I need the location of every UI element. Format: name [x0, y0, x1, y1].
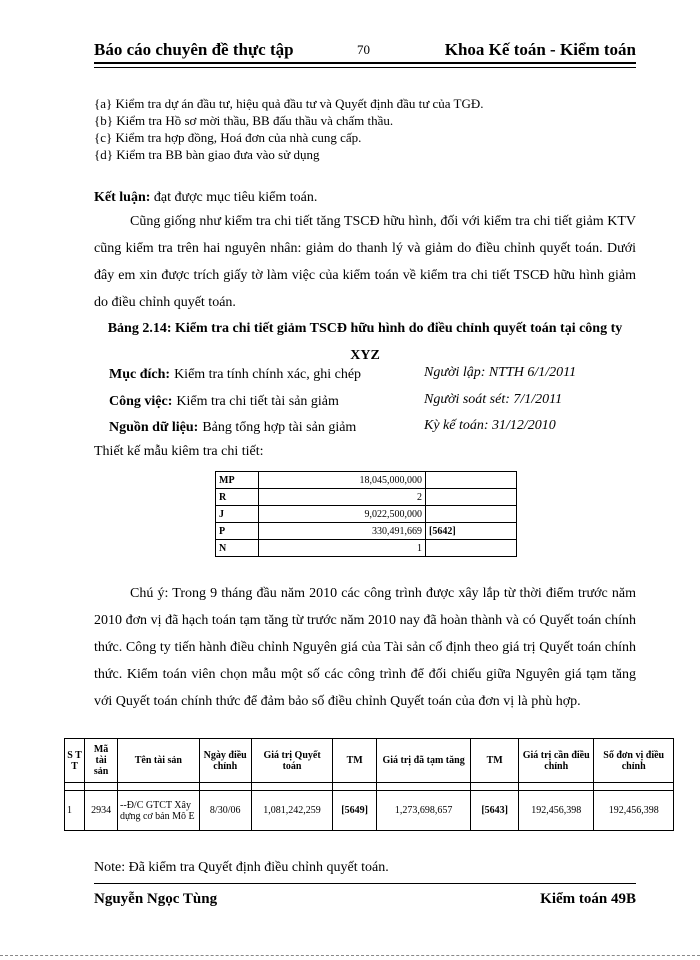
check-c: {c} Kiểm tra hợp đồng, Hoá đơn của nhà cung cấp. [94, 130, 362, 145]
sample-value: 330,491,669 [259, 523, 426, 540]
table-row [216, 523, 517, 540]
col-provisional-value: Giá trị đã tạm tăng [376, 739, 470, 783]
col-required-adjust: Giá trị cần điều chỉnh [519, 739, 594, 783]
col-asset-name: Tên tài sản [118, 739, 200, 783]
sample-ref [426, 489, 517, 506]
conclusion-label: Kết luận: [94, 190, 151, 205]
cell-tm-2: [5643] [471, 791, 519, 831]
sample-value: 1 [259, 540, 426, 557]
sample-ref [426, 506, 517, 523]
prepared-by: Người lập: NTTH 6/1/2011 [424, 365, 577, 380]
cell-final-value: 1,081,242,259 [251, 791, 333, 831]
asset-table [64, 738, 674, 831]
purpose-label: Mục đích: [109, 367, 171, 382]
table-title: Bảng 2.14: Kiểm tra chi tiết giảm TSCĐ hữu hình do điều chỉnh quyết toán tại công ty XYZ [107, 321, 623, 363]
cell-asset-name: --Đ/C GTCT Xây dựng cơ bản Mô E [118, 791, 200, 831]
cell-asset-code: 2934 [85, 791, 118, 831]
accounting-period: Kỳ kế toán: 31/12/2010 [424, 418, 556, 433]
work-value: Kiểm tra chi tiết tài sản giảm [176, 394, 339, 409]
intro-paragraph: Cũng giống như kiểm tra chi tiết tăng TSCĐ hữu hình, đối với kiểm tra chi tiết giảm KTV cũng kiểm tra trên hai nguyên nhân: giảm do thanh lý và giảm do điều chỉnh quyết toán. Dưới đây em xin được trích giấy tờ làm việc của kiểm toán về kiểm tra chi tiết TSCĐ hữu hình giảm do điều chỉnh quyết toán. [94, 214, 636, 310]
sample-ref [426, 472, 517, 489]
source-value: Bảng tổng hợp tài sản giảm [202, 420, 357, 435]
table-row [216, 506, 517, 523]
note-paragraph: Chú ý: Trong 9 tháng đầu năm 2010 các công trình được xây lắp từ thời điểm trước năm 2010 đơn vị đã hạch toán tạm tăng từ trước năm 2010 nay đã hoàn thành và có Quyết toán chính thức. Công ty tiến hành điều chỉnh Nguyên giá của Tài sản cố định theo giá trị Quyết toán chính thức. Kiểm toán viên chọn mẫu một số các công trình để đối chiếu giữa Nguyên giá tạm tăng với Quyết toán chính thức để đảm bảo số điều chỉnh Quyết toán của đơn vị là phù hợp. [94, 586, 636, 709]
check-b: {b} Kiểm tra Hồ sơ mời thầu, BB đấu thầu và chấm thầu. [94, 113, 394, 128]
reviewer: Người soát sét: 7/1/2011 [424, 392, 563, 407]
purpose-value: Kiểm tra tính chính xác, ghi chép [174, 367, 362, 382]
cell-tm-1: [5649] [333, 791, 377, 831]
header-title: Báo cáo chuyên đề thực tập [94, 40, 294, 59]
source-label: Nguồn dữ liệu: [109, 420, 199, 435]
header-rule [94, 62, 636, 68]
footer-class: Kiểm toán 49B [540, 891, 636, 907]
sample-ref [426, 540, 517, 557]
sample-value: 2 [259, 489, 426, 506]
sample-value: 18,045,000,000 [259, 472, 426, 489]
footer-author: Nguyễn Ngọc Tùng [94, 891, 218, 907]
col-tm-2: TM [471, 739, 519, 783]
table-row [216, 472, 517, 489]
cell-unit-adjust: 192,456,398 [594, 791, 674, 831]
conclusion [94, 184, 636, 211]
source-row [109, 418, 356, 436]
conclusion-text: đạt được mục tiêu kiểm toán. [153, 190, 318, 205]
footer-rule [94, 883, 636, 884]
cell-required-adjust: 192,456,398 [519, 791, 594, 831]
col-final-value: Giá trị Quyết toán [251, 739, 333, 783]
table-header-row [65, 739, 674, 783]
col-stt: S T T [65, 739, 85, 783]
sample-ref: [5642] [426, 523, 517, 540]
work-row [109, 392, 339, 410]
cell-stt: 1 [65, 791, 85, 831]
table-row [216, 540, 517, 557]
final-note: Note: Đã kiểm tra Quyết định điều chỉnh quyết toán. [94, 860, 389, 875]
sample-key: N [216, 540, 259, 557]
table-row [216, 489, 517, 506]
sample-table [215, 471, 517, 557]
spacer-row [65, 783, 674, 791]
check-d: {d} Kiểm tra BB bàn giao đưa vào sử dụng [94, 147, 320, 162]
header-department: Khoa Kế toán - Kiểm toán [444, 40, 636, 59]
page-number: 70 [357, 42, 370, 57]
purpose-row [109, 365, 361, 383]
sample-design-label: Thiết kế mẫu kiêm tra chi tiết: [94, 444, 264, 459]
sample-key: P [216, 523, 259, 540]
table-row [65, 791, 674, 831]
col-adjust-date: Ngày điều chỉnh [199, 739, 251, 783]
check-a: {a} Kiểm tra dự án đầu tư, hiệu quả đầu tư và Quyết định đầu tư của TGĐ. [94, 96, 484, 111]
cell-adjust-date: 8/30/06 [199, 791, 251, 831]
col-asset-code: Mã tài sản [85, 739, 118, 783]
col-tm-1: TM [333, 739, 377, 783]
sample-key: MP [216, 472, 259, 489]
work-label: Công việc: [109, 394, 173, 409]
cell-provisional-value: 1,273,698,657 [376, 791, 470, 831]
page-bottom-rule [0, 955, 700, 956]
sample-key: R [216, 489, 259, 506]
sample-value: 9,022,500,000 [259, 506, 426, 523]
sample-key: J [216, 506, 259, 523]
col-unit-adjust: Số đơn vị điều chỉnh [594, 739, 674, 783]
